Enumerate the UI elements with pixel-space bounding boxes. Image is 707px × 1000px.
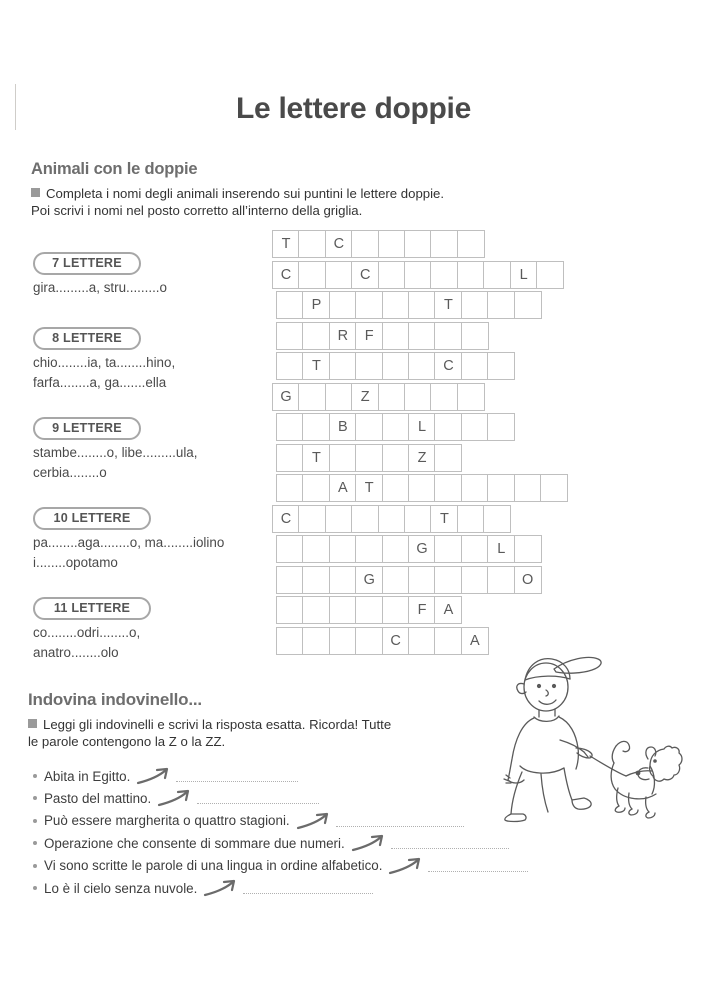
- grid-cell-empty[interactable]: [382, 444, 410, 472]
- grid-cell-filled[interactable]: Z: [351, 383, 379, 411]
- grid-cell-empty[interactable]: [487, 413, 515, 441]
- grid-cell-empty[interactable]: [355, 352, 383, 380]
- grid-cell-empty[interactable]: [329, 444, 357, 472]
- grid-cell-empty[interactable]: [355, 627, 383, 655]
- answer-line[interactable]: [243, 882, 373, 894]
- grid-cell-empty[interactable]: [302, 566, 330, 594]
- grid-row: [272, 230, 483, 258]
- riddle-item: [33, 788, 319, 808]
- riddle-item: [33, 856, 528, 876]
- grid-cell-empty[interactable]: [540, 474, 568, 502]
- grid-cell-empty[interactable]: [483, 505, 511, 533]
- grid-cell-empty[interactable]: [461, 566, 489, 594]
- answer-line[interactable]: [176, 770, 298, 782]
- grid-cell-empty[interactable]: [487, 352, 515, 380]
- grid-cell-empty[interactable]: [276, 596, 304, 624]
- grid-cell-empty[interactable]: [430, 261, 458, 289]
- bullet-dot-icon: [33, 796, 37, 800]
- bullet-square-icon: [31, 188, 40, 197]
- curved-arrow-icon: [157, 788, 193, 808]
- grid-cell-empty[interactable]: [382, 291, 410, 319]
- grid-cell-empty[interactable]: [276, 291, 304, 319]
- grid-cell-empty[interactable]: [302, 474, 330, 502]
- grid-cell-empty[interactable]: [378, 261, 406, 289]
- grid-cell-filled[interactable]: F: [408, 596, 436, 624]
- pill-9-lettere: 9 LETTERE: [33, 417, 141, 440]
- grid-cell-empty[interactable]: [487, 474, 515, 502]
- grid-cell-filled[interactable]: C: [325, 230, 353, 258]
- grid-cell-filled[interactable]: F: [355, 322, 383, 350]
- instruction-indovina-line2: le parole contengono la Z o la ZZ.: [28, 734, 226, 749]
- grid-cell-filled[interactable]: B: [329, 413, 357, 441]
- curved-arrow-icon: [203, 878, 239, 898]
- grid-cell-empty[interactable]: [382, 474, 410, 502]
- clue-group-10: [33, 533, 265, 572]
- grid-cell-filled[interactable]: T: [302, 444, 330, 472]
- grid-cell-filled[interactable]: C: [434, 352, 462, 380]
- grid-cell-filled[interactable]: O: [514, 566, 542, 594]
- grid-cell-empty[interactable]: [329, 566, 357, 594]
- grid-cell-empty[interactable]: [434, 627, 462, 655]
- grid-cell-empty[interactable]: [302, 322, 330, 350]
- riddle-item: [33, 878, 373, 898]
- grid-cell-empty[interactable]: [457, 383, 485, 411]
- clue-9-line1: stambe........o, libe.........ula,: [33, 445, 198, 460]
- grid-cell-empty[interactable]: [483, 261, 511, 289]
- grid-row: [276, 444, 461, 472]
- grid-row: [276, 535, 540, 563]
- riddle-text: Abita in Egitto.: [44, 768, 131, 784]
- grid-cell-empty[interactable]: [325, 383, 353, 411]
- grid-cell-empty[interactable]: [430, 383, 458, 411]
- grid-cell-filled[interactable]: L: [408, 413, 436, 441]
- bullet-dot-icon: [33, 819, 37, 823]
- grid-cell-empty[interactable]: [276, 413, 304, 441]
- grid-row: [276, 596, 461, 624]
- clue-group-7: [33, 278, 263, 298]
- clue-11-line1: co........odri........o,: [33, 625, 141, 640]
- grid-cell-empty[interactable]: [404, 230, 432, 258]
- grid-cell-filled[interactable]: C: [272, 505, 300, 533]
- grid-cell-empty[interactable]: [355, 596, 383, 624]
- curved-arrow-icon: [136, 766, 172, 786]
- section-heading-indovina: Indovina indovinello...: [28, 690, 202, 709]
- grid-cell-empty[interactable]: [408, 566, 436, 594]
- grid-cell-empty[interactable]: [434, 444, 462, 472]
- grid-cell-empty[interactable]: [461, 352, 489, 380]
- grid-cell-empty[interactable]: [378, 230, 406, 258]
- grid-cell-empty[interactable]: [302, 627, 330, 655]
- grid-cell-empty[interactable]: [408, 474, 436, 502]
- grid-cell-filled[interactable]: G: [408, 535, 436, 563]
- clue-8-line2: farfa........a, ga.......ella: [33, 374, 167, 390]
- pill-11-lettere: 11 LETTERE: [33, 597, 151, 620]
- bullet-square-icon: [28, 719, 37, 728]
- grid-cell-empty[interactable]: [325, 505, 353, 533]
- grid-cell-empty[interactable]: [351, 505, 379, 533]
- grid-cell-empty[interactable]: [378, 505, 406, 533]
- grid-cell-filled[interactable]: L: [510, 261, 538, 289]
- clue-group-11: [33, 623, 263, 662]
- grid-cell-empty[interactable]: [408, 322, 436, 350]
- answer-line[interactable]: [336, 815, 464, 827]
- grid-cell-empty[interactable]: [382, 322, 410, 350]
- grid-cell-empty[interactable]: [434, 535, 462, 563]
- bullet-dot-icon: [33, 864, 37, 868]
- grid-cell-filled[interactable]: C: [272, 261, 300, 289]
- grid-cell-filled[interactable]: L: [487, 535, 515, 563]
- boy-walking-dog-illustration: [498, 648, 683, 823]
- grid-cell-empty[interactable]: [329, 352, 357, 380]
- grid-cell-empty[interactable]: [355, 413, 383, 441]
- grid-cell-empty[interactable]: [404, 261, 432, 289]
- grid-cell-filled[interactable]: G: [355, 566, 383, 594]
- grid-cell-empty[interactable]: [382, 596, 410, 624]
- riddle-item: [33, 833, 509, 853]
- grid-cell-empty[interactable]: [457, 261, 485, 289]
- grid-cell-filled[interactable]: T: [355, 474, 383, 502]
- grid-row: [272, 261, 562, 289]
- grid-cell-empty[interactable]: [514, 535, 542, 563]
- grid-cell-empty[interactable]: [329, 596, 357, 624]
- grid-cell-empty[interactable]: [378, 383, 406, 411]
- grid-cell-empty[interactable]: [276, 322, 304, 350]
- curved-arrow-icon: [351, 833, 387, 853]
- grid-cell-empty[interactable]: [434, 322, 462, 350]
- grid-cell-empty[interactable]: [457, 230, 485, 258]
- pill-7-lettere: 7 LETTERE: [33, 252, 141, 275]
- grid-row: [276, 291, 540, 319]
- grid-cell-empty[interactable]: [382, 352, 410, 380]
- grid-cell-empty[interactable]: [487, 291, 515, 319]
- grid-cell-empty[interactable]: [355, 291, 383, 319]
- grid-cell-filled[interactable]: T: [272, 230, 300, 258]
- grid-cell-empty[interactable]: [408, 627, 436, 655]
- grid-cell-empty[interactable]: [404, 383, 432, 411]
- answer-line[interactable]: [197, 792, 319, 804]
- grid-cell-empty[interactable]: [329, 535, 357, 563]
- grid-cell-empty[interactable]: [434, 413, 462, 441]
- riddle-item: [33, 811, 464, 831]
- grid-cell-empty[interactable]: [487, 566, 515, 594]
- clue-10-line1: pa........aga........o, ma........iolino: [33, 535, 225, 550]
- pill-10-lettere: 10 LETTERE: [33, 507, 151, 530]
- clue-11-line2: anatro........olo: [33, 644, 119, 660]
- grid-cell-empty[interactable]: [276, 352, 304, 380]
- instruction-animali: [31, 185, 471, 219]
- bullet-dot-icon: [33, 774, 37, 778]
- grid-row: [272, 383, 483, 411]
- grid-cell-empty[interactable]: [434, 566, 462, 594]
- grid-cell-empty[interactable]: [461, 535, 489, 563]
- grid-cell-empty[interactable]: [461, 474, 489, 502]
- riddle-item: [33, 766, 298, 786]
- grid-cell-empty[interactable]: [430, 230, 458, 258]
- grid-cell-filled[interactable]: Z: [408, 444, 436, 472]
- grid-cell-empty[interactable]: [457, 505, 485, 533]
- grid-row: [272, 505, 510, 533]
- riddle-text: Può essere margherita o quattro stagioni.: [44, 813, 290, 829]
- clue-8-line1: chio........ia, ta........hino,: [33, 355, 176, 370]
- riddle-text: Pasto del mattino.: [44, 790, 152, 806]
- grid-row: [276, 474, 566, 502]
- grid-row: [276, 413, 514, 441]
- grid-cell-empty[interactable]: [408, 291, 436, 319]
- grid-cell-empty[interactable]: [461, 413, 489, 441]
- grid-cell-empty[interactable]: [276, 566, 304, 594]
- instruction-animali-line1: Completa i nomi degli animali inserendo sui puntini le lettere doppie.: [46, 186, 445, 201]
- answer-line[interactable]: [391, 837, 509, 849]
- grid-cell-empty[interactable]: [514, 291, 542, 319]
- instruction-animali-line2: Poi scrivi i nomi nel posto corretto all’interno della griglia.: [31, 203, 363, 218]
- grid-cell-filled[interactable]: T: [430, 505, 458, 533]
- grid-cell-empty[interactable]: [302, 596, 330, 624]
- grid-cell-filled[interactable]: R: [329, 322, 357, 350]
- grid-row: [276, 352, 514, 380]
- grid-cell-empty[interactable]: [461, 291, 489, 319]
- grid-cell-empty[interactable]: [276, 627, 304, 655]
- grid-cell-empty[interactable]: [355, 535, 383, 563]
- pill-8-lettere: 8 LETTERE: [33, 327, 141, 350]
- grid-cell-empty[interactable]: [302, 413, 330, 441]
- grid-cell-empty[interactable]: [382, 413, 410, 441]
- grid-cell-empty[interactable]: [298, 505, 326, 533]
- bullet-dot-icon: [33, 841, 37, 845]
- riddle-text: Lo è il cielo senza nuvole.: [44, 880, 198, 896]
- grid-cell-empty[interactable]: [276, 474, 304, 502]
- grid-row: [276, 627, 487, 655]
- grid-cell-empty[interactable]: [408, 352, 436, 380]
- grid-cell-filled[interactable]: A: [329, 474, 357, 502]
- grid-cell-empty[interactable]: [355, 444, 383, 472]
- grid-cell-empty[interactable]: [382, 535, 410, 563]
- grid-cell-empty[interactable]: [404, 505, 432, 533]
- grid-cell-empty[interactable]: [298, 230, 326, 258]
- grid-row: [276, 566, 540, 594]
- grid-cell-filled[interactable]: P: [302, 291, 330, 319]
- grid-cell-empty[interactable]: [298, 383, 326, 411]
- bullet-dot-icon: [33, 886, 37, 890]
- grid-cell-empty[interactable]: [382, 566, 410, 594]
- grid-cell-empty[interactable]: [434, 474, 462, 502]
- clue-group-9: [33, 443, 263, 482]
- grid-cell-filled[interactable]: A: [434, 596, 462, 624]
- grid-cell-empty[interactable]: [536, 261, 564, 289]
- grid-cell-empty[interactable]: [325, 261, 353, 289]
- instruction-indovina: [28, 716, 473, 750]
- grid-cell-empty[interactable]: [276, 535, 304, 563]
- clue-group-8: [33, 353, 263, 392]
- clue-7-line1: gira.........a, stru.........o: [33, 280, 167, 295]
- riddle-text: Vi sono scritte le parole di una lingua in ordine alfabetico.: [44, 858, 383, 874]
- page-title: Le lettere doppie: [236, 92, 471, 125]
- instruction-indovina-line1: Leggi gli indovinelli e scrivi la risposta esatta. Ricorda! Tutte: [43, 717, 392, 732]
- grid-cell-empty[interactable]: [302, 535, 330, 563]
- grid-cell-empty[interactable]: [298, 261, 326, 289]
- grid-cell-filled[interactable]: T: [302, 352, 330, 380]
- grid-cell-empty[interactable]: [461, 322, 489, 350]
- curved-arrow-icon: [296, 811, 332, 831]
- section-heading-animali: Animali con le doppie: [31, 160, 198, 178]
- curved-arrow-icon: [388, 856, 424, 876]
- grid-cell-empty[interactable]: [329, 627, 357, 655]
- clue-9-line2: cerbia........o: [33, 464, 107, 480]
- grid-row: [276, 322, 487, 350]
- answer-line[interactable]: [428, 860, 528, 872]
- grid-cell-empty[interactable]: [351, 230, 379, 258]
- grid-cell-filled[interactable]: G: [272, 383, 300, 411]
- grid-cell-filled[interactable]: C: [351, 261, 379, 289]
- riddle-text: Operazione che consente di sommare due numeri.: [44, 835, 345, 851]
- grid-cell-filled[interactable]: A: [461, 627, 489, 655]
- grid-cell-empty[interactable]: [329, 291, 357, 319]
- clue-10-line2: i........opotamo: [33, 554, 118, 570]
- grid-cell-empty[interactable]: [276, 444, 304, 472]
- grid-cell-empty[interactable]: [514, 474, 542, 502]
- grid-cell-filled[interactable]: T: [434, 291, 462, 319]
- grid-cell-filled[interactable]: C: [382, 627, 410, 655]
